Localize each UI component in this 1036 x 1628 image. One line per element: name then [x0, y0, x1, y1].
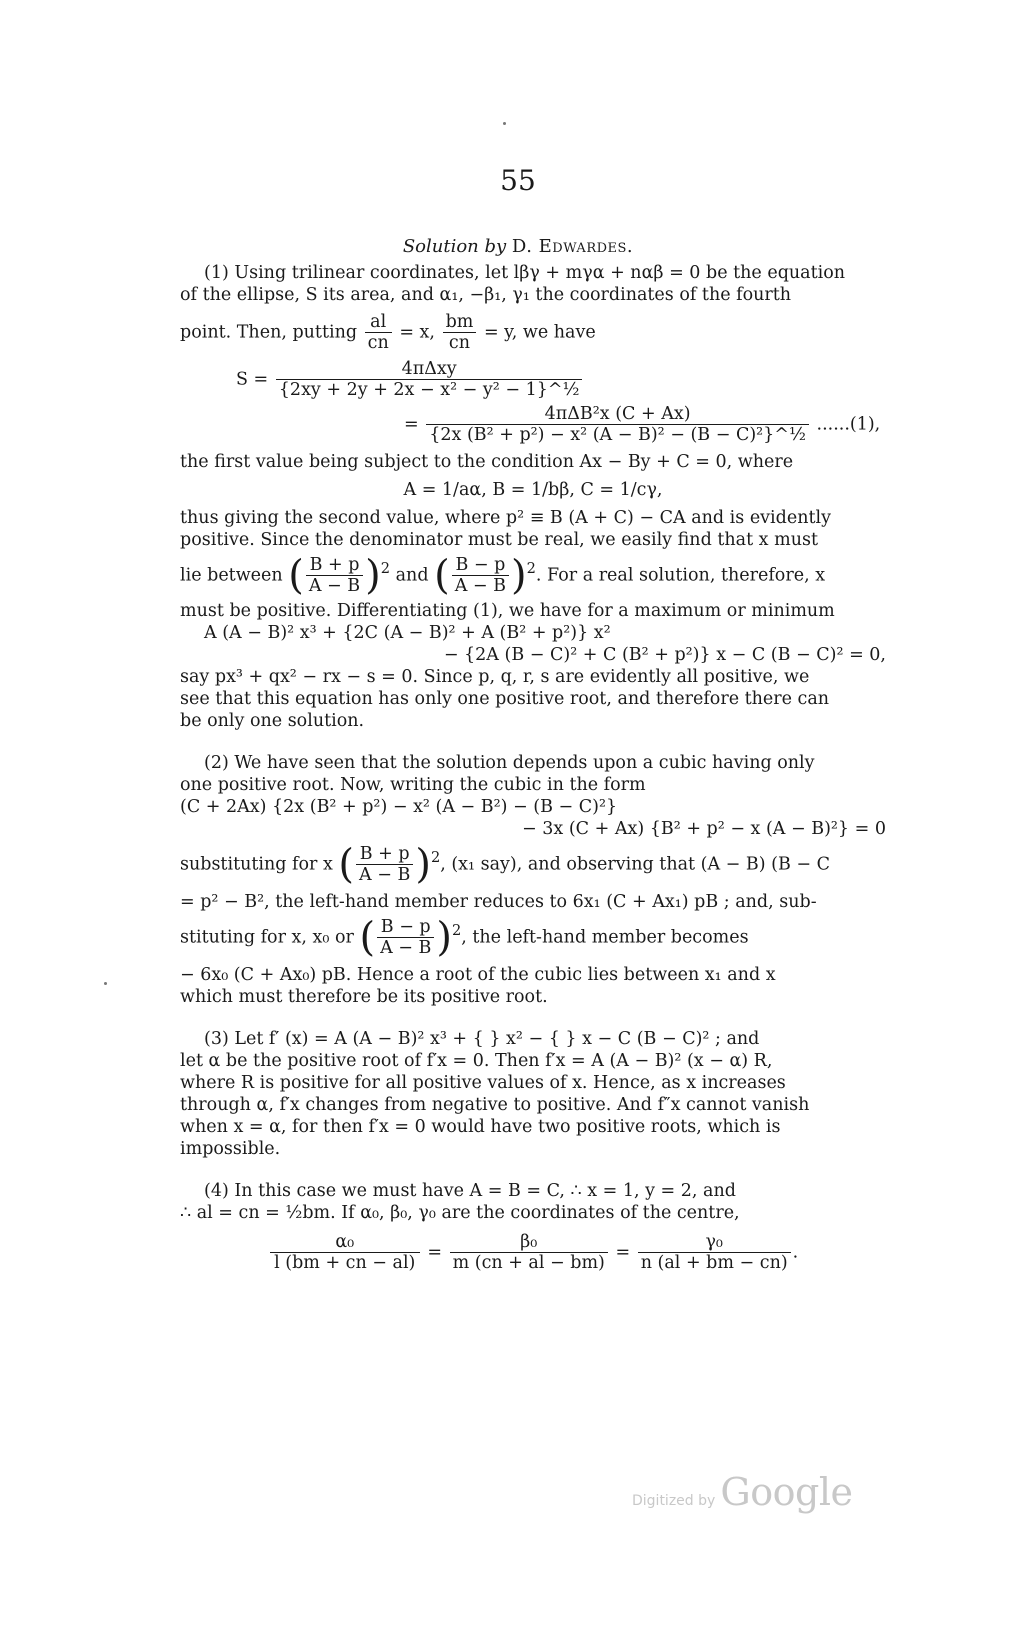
heading-prefix: Solution by [402, 236, 507, 257]
paren: ( [434, 552, 450, 599]
p3-line-7: which must therefore be its positive root. [180, 987, 548, 1007]
p1-line-3 [180, 312, 886, 353]
p1-text: = x, [399, 322, 435, 343]
exponent: 2 [380, 560, 391, 578]
frac-num: al [370, 312, 387, 332]
p4-line-2: let α be the positive root of f′x = 0. Then f′x = A (A − B)² (x − α) R, [180, 1051, 773, 1071]
frac-den: cn [365, 332, 392, 353]
p3-line-1: (2) We have seen that the solution depends upon a cubic having only [204, 753, 815, 773]
p2-text: and [395, 565, 429, 586]
fraction-b-plus-p [306, 555, 363, 596]
p4-line-6: impossible. [180, 1139, 281, 1159]
eq-sign: = [615, 1242, 631, 1263]
fraction-gamma0 [638, 1232, 791, 1273]
centre-coordinates-equation [180, 1232, 886, 1273]
p2-abc: A = 1/aα, B = 1/bβ, C = 1/cγ, [403, 480, 663, 500]
p3-eq-1: (C + 2Ax) {2x (B² + p²) − x² (A − B²) − (B − C)²} [180, 797, 618, 817]
p4-line-3: where R is positive for all positive values of x. Hence, as x increases [180, 1073, 786, 1093]
paragraph-5 [180, 1180, 886, 1273]
p1-text: point. Then, putting [180, 322, 358, 343]
p5-line-2: ∴ al = cn = ½bm. If α₀, β₀, γ₀ are the coordinates of the centre, [180, 1203, 740, 1223]
exponent: 2 [430, 849, 441, 867]
heading-author: D. Edwardes. [511, 236, 634, 257]
frac-num: γ₀ [705, 1232, 723, 1252]
eq-sign: = [404, 414, 419, 435]
p3-line-3 [180, 841, 886, 888]
frac-den: {2x (B² + p²) − x² (A − B)² − (B − C)²}^½ [426, 424, 809, 445]
p2-text: lie between [180, 565, 283, 586]
p3-text: , (x₁ say), and observing that (A − B) (B − C [440, 854, 831, 875]
frac-den: {2xy + 2y + 2x − x² − y² − 1}^½ [276, 379, 583, 400]
frac-den: A − B [306, 575, 363, 596]
paragraph-3 [180, 752, 886, 1008]
frac-den: l (bm + cn − al) [270, 1252, 420, 1273]
equation-1 [180, 359, 886, 445]
frac-den: n (al + bm − cn) [638, 1252, 791, 1273]
p3-line-2: one positive root. Now, writing the cubic in the form [180, 775, 646, 795]
exponent: 2 [526, 560, 536, 578]
frac-num: B + p [309, 555, 360, 575]
p3-line-6: − 6x₀ (C + Ax₀) pB. Hence a root of the cubic lies between x₁ and x [180, 965, 776, 985]
speck [104, 982, 107, 985]
p3-eq-2: − 3x (C + Ax) {B² + p² − x (A − B)²} = 0 [522, 819, 886, 839]
frac-den: A − B [356, 864, 413, 885]
fraction-beta0 [450, 1232, 608, 1273]
fraction-alpha0 [270, 1232, 420, 1273]
digitized-watermark [632, 1470, 852, 1514]
frac-num: B − p [455, 555, 506, 575]
frac-num: 4πΔxy [401, 359, 457, 379]
paren: ( [359, 914, 376, 961]
p2-line-5: must be positive. Differentiating (1), we have for a maximum or minimum [180, 601, 835, 621]
frac-num: B − p [380, 917, 431, 937]
paren: ) [365, 552, 381, 599]
p2-line-2: thus giving the second value, where p² ≡ B (A + C) − CA and is evidently [180, 508, 832, 528]
eq1-line-1 [180, 359, 886, 400]
p2-eq-2: − {2A (B − C)² + C (B² + p²)} x − C (B − C)² = 0, [443, 645, 886, 665]
p3-text: stituting for x, x₀ or [180, 927, 354, 948]
fraction-bm-cn [443, 312, 477, 353]
fraction-b-plus-p [356, 844, 413, 885]
frac-num: bm [445, 312, 474, 332]
fraction-s-1 [276, 359, 583, 400]
p3-line-4: = p² − B², the left-hand member reduces to 6x₁ (C + Ax₁) pB ; and, sub- [180, 892, 817, 912]
p4-line-5: when x = α, for then f′x = 0 would have two positive roots, which is [180, 1117, 781, 1137]
p3-text: , the left-hand member becomes [461, 927, 749, 948]
paren: ) [511, 552, 527, 599]
frac-num: 4πΔB²x (C + Ax) [544, 404, 691, 424]
fraction-s-2 [426, 404, 809, 445]
paren: ) [436, 914, 452, 961]
eq1-line-2 [180, 404, 886, 445]
frac-num: α₀ [335, 1232, 355, 1252]
paragraph-4 [180, 1028, 886, 1160]
p2-eq-1: A (A − B)² x³ + {2C (A − B)² + A (B² + p²)} x² [204, 623, 611, 643]
frac-den: m (cn + al − bm) [450, 1252, 608, 1273]
speck [503, 122, 506, 125]
p2-line-8: be only one solution. [180, 711, 365, 731]
page-number: 55 [500, 164, 536, 197]
fraction-al-cn [365, 312, 392, 353]
p2-line-4 [180, 552, 886, 599]
paren: ) [415, 841, 431, 888]
frac-num: β₀ [520, 1232, 538, 1252]
eq-tag: ......(1), [816, 414, 881, 435]
p2-line-7: see that this equation has only one positive root, and therefore there can [180, 689, 830, 709]
paragraph-2 [180, 451, 886, 732]
p2-line-1: the first value being subject to the condition Ax − By + C = 0, where [180, 452, 794, 472]
p2-line-6: say px³ + qx² − rx − s = 0. Since p, q, r, s are evidently all positive, we [180, 667, 810, 687]
paragraph-1 [180, 262, 886, 353]
body-text [180, 262, 886, 1293]
p4-line-1: (3) Let f′ (x) = A (A − B)² x³ + { } x² − { } x − C (B − C)² ; and [204, 1029, 760, 1049]
watermark-small: Digitized by [632, 1493, 716, 1509]
p2-text: . For a real solution, therefore, x [535, 565, 826, 586]
fraction-b-minus-p [377, 917, 434, 958]
eq-lhs: S = [236, 369, 269, 390]
watermark-logo: Google [720, 1470, 853, 1514]
p3-line-5 [180, 914, 886, 961]
paren: ( [288, 552, 304, 599]
p4-line-4: through α, f′x changes from negative to positive. And f″x cannot vanish [180, 1095, 810, 1115]
fraction-b-minus-p [452, 555, 509, 596]
frac-den: A − B [377, 937, 434, 958]
p1-line-2: of the ellipse, S its area, and α₁, −β₁, γ₁ the coordinates of the fourth [180, 285, 792, 305]
p1-text: = y, we have [483, 322, 596, 343]
frac-den: cn [443, 332, 477, 353]
period: . [792, 1242, 799, 1263]
frac-den: A − B [452, 575, 509, 596]
p1-line-1: (1) Using trilinear coordinates, let lβγ + mγα + nαβ = 0 be the equation [204, 263, 846, 283]
eq-sign: = [427, 1242, 442, 1263]
p5-line-1: (4) In this case we must have A = B = C, ∴ x = 1, y = 2, and [204, 1181, 736, 1201]
exponent: 2 [451, 922, 462, 940]
p2-line-3: positive. Since the denominator must be real, we easily find that x must [180, 530, 818, 550]
p3-text: substituting for x [180, 854, 333, 875]
frac-num: B + p [359, 844, 410, 864]
paren: ( [338, 841, 355, 888]
solution-heading [0, 236, 1036, 257]
